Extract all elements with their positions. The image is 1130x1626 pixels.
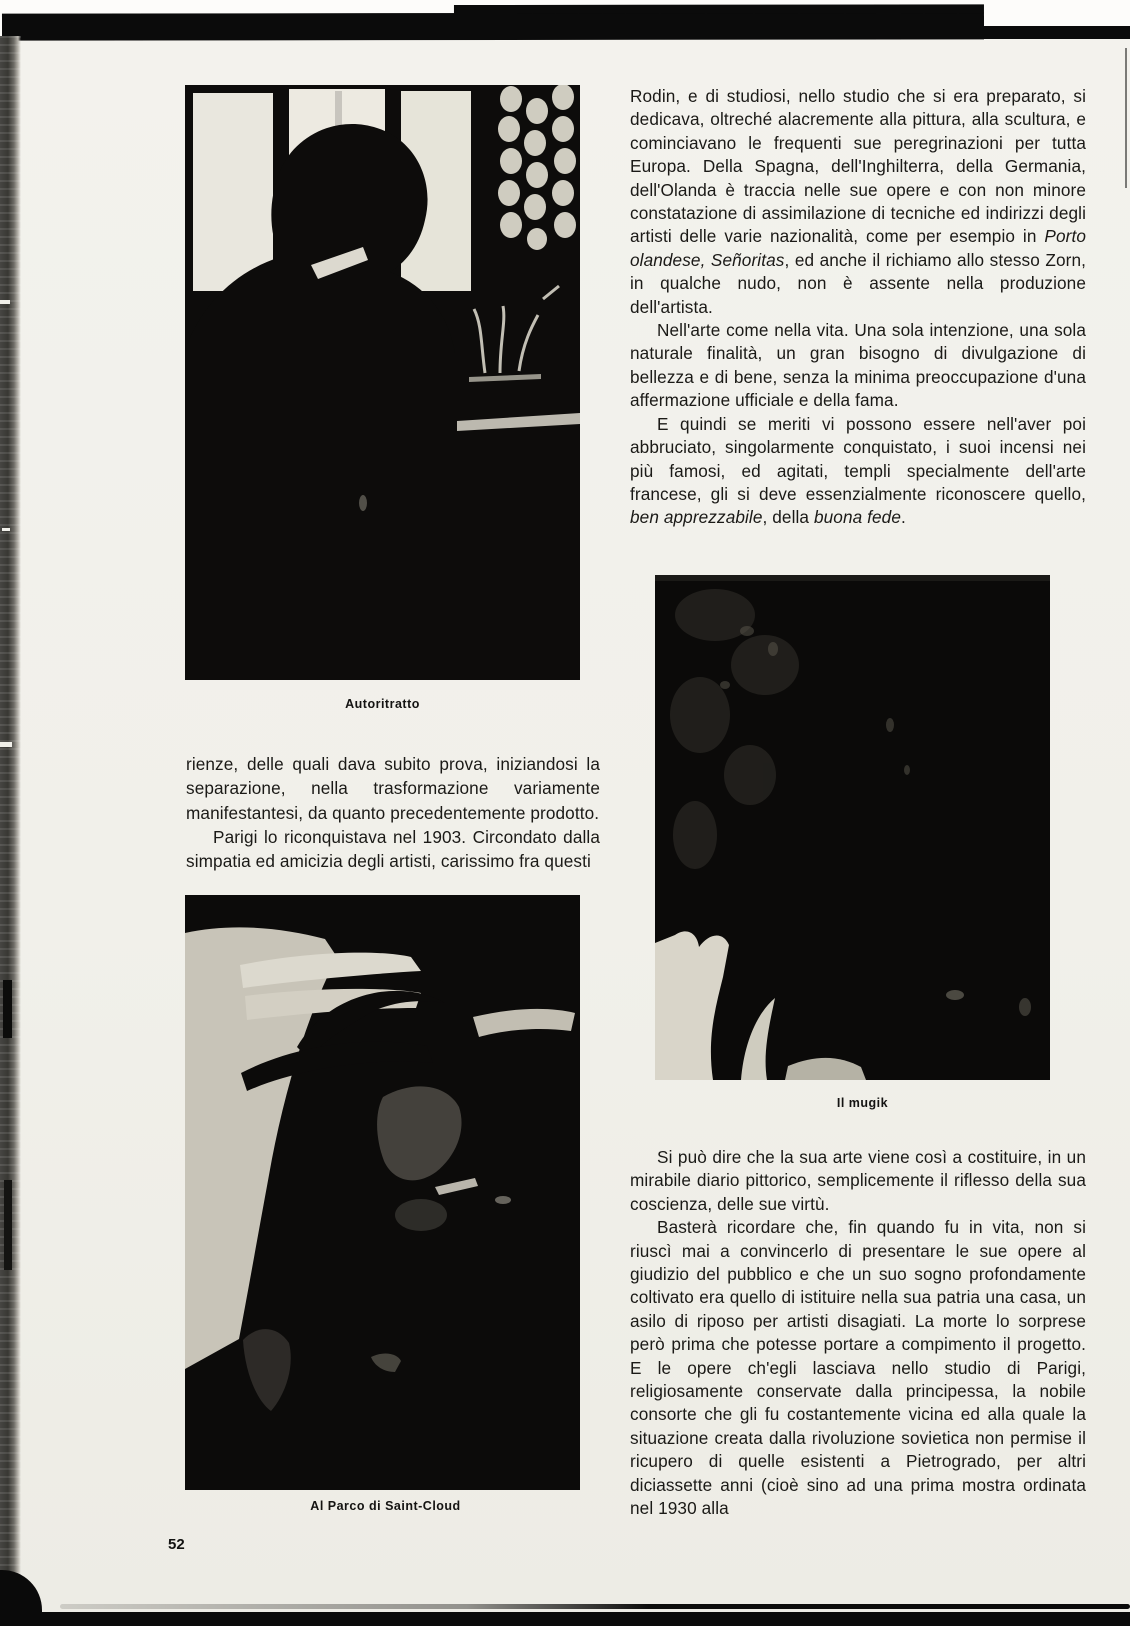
paragraph-segment: E quindi se meriti vi possono essere nell'aver poi abbruciato, singolarmente conquistato, i suoi incensi nei più famosi, ed agitati, templi specialmente dell'arte francese, gli si deve essenzialmente riconoscere quello,: [630, 413, 1086, 504]
paragraph: [630, 85, 1086, 319]
paragraph: rienze, delle quali dava subito prova, iniziandosi la separazione, nella trasformazione variamente manifestantesi, da quanto precedentemente prodotto.: [186, 754, 600, 823]
gutter-dark-segment: [4, 1180, 12, 1270]
gutter-mark: [0, 742, 12, 747]
bottom-scan-bar: [0, 1612, 1130, 1626]
left-column-text: [186, 752, 600, 873]
right-column-bottom-text: [630, 1146, 1086, 1521]
gutter-mark: [0, 300, 10, 304]
gutter-dark-segment: [3, 980, 12, 1038]
photo-saint-cloud: [185, 895, 580, 1490]
page-number: 52: [168, 1536, 185, 1553]
bottom-page-edge-line: [60, 1604, 1130, 1609]
paragraph-segment: , della: [762, 507, 814, 528]
paragraph: Basterà ricordare che, fin quando fu in vita, non si riuscì mai a convincerlo di presentare le sue opere al giudizio del pubblico e che un suo sogno profondamente coltivato era quello di istituire nella sua patria una casa, un asilo di riposo per artisti disagiati. La morte lo sorprese però prima che potesse portare a compimento il progetto. E le opere ch'egli lasciava nello studio di Parigi, religiosamente conservate dalla principessa, la nobile consorte che gli fu costantemente vicina ed alla quale la situazione creata dalla rivoluzione sovietica non permise il ricupero di quelle esistenti a Pietrogrado, per altri diciassette anni (cioè sino ad una prima mostra ordinata nel 1930 alla: [630, 1217, 1086, 1519]
paragraph-segment-italic: ben apprezzabile: [630, 507, 763, 528]
paragraph-segment: , ed anche il richiamo allo stesso Zorn, in qualche nudo, non è assente nella produzione dell'artista.: [630, 249, 1087, 317]
right-page-edge-line: [1125, 48, 1127, 188]
paragraph: [630, 413, 1086, 530]
paragraph: Nell'arte come nella vita. Una sola intenzione, una sola naturale finalità, un gran bisogno di divulgazione di bellezza e di bene, senza la minima preoccupazione d'una affermazione ufficiale e della fama.: [630, 320, 1086, 411]
paragraph-segment: Rodin, e di studiosi, nello studio che si era preparato, si dedicava, oltreché alacremente alla pittura, alla scultura, e cominciavano le frequenti sue peregrinazioni per tutta Europa. Della Spagna, dell'Inghilterra, della Germania, dell'Olanda è traccia nelle sue opere e con non minore constatazione di assimilazione di tecniche ed indirizzi degli artisti delle varie nazionalità, come per esempio in: [630, 86, 1086, 247]
caption-mugik: Il mugik: [836, 1096, 889, 1110]
photo-autoritratto: [185, 85, 580, 680]
paragraph-segment-italic: buona fede: [813, 507, 901, 528]
right-column-top-text: [630, 85, 1086, 530]
paragraph: Parigi lo riconquistava nel 1903. Circondato dalla simpatia ed amicizia degli artisti, carissimo fra questi: [186, 826, 600, 872]
top-scan-bar-right: [983, 26, 1130, 39]
photo-mugik: [655, 575, 1050, 1080]
paragraph: Si può dire che la sua arte viene così a costituire, in un mirabile diario pittorico, semplicemente il riflesso della sua coscienza, delle sue virtù.: [630, 1147, 1086, 1214]
top-scan-bar: [2, 12, 984, 40]
gutter-mark: [2, 528, 10, 531]
caption-saint-cloud: Al Parco di Saint-Cloud: [310, 1499, 461, 1513]
paragraph-segment-italic: Porto olandese, Señoritas: [630, 226, 1086, 270]
left-binding-gutter: [0, 36, 21, 1582]
paragraph-segment: .: [901, 507, 906, 528]
caption-autoritratto: Autoritratto: [345, 697, 420, 711]
